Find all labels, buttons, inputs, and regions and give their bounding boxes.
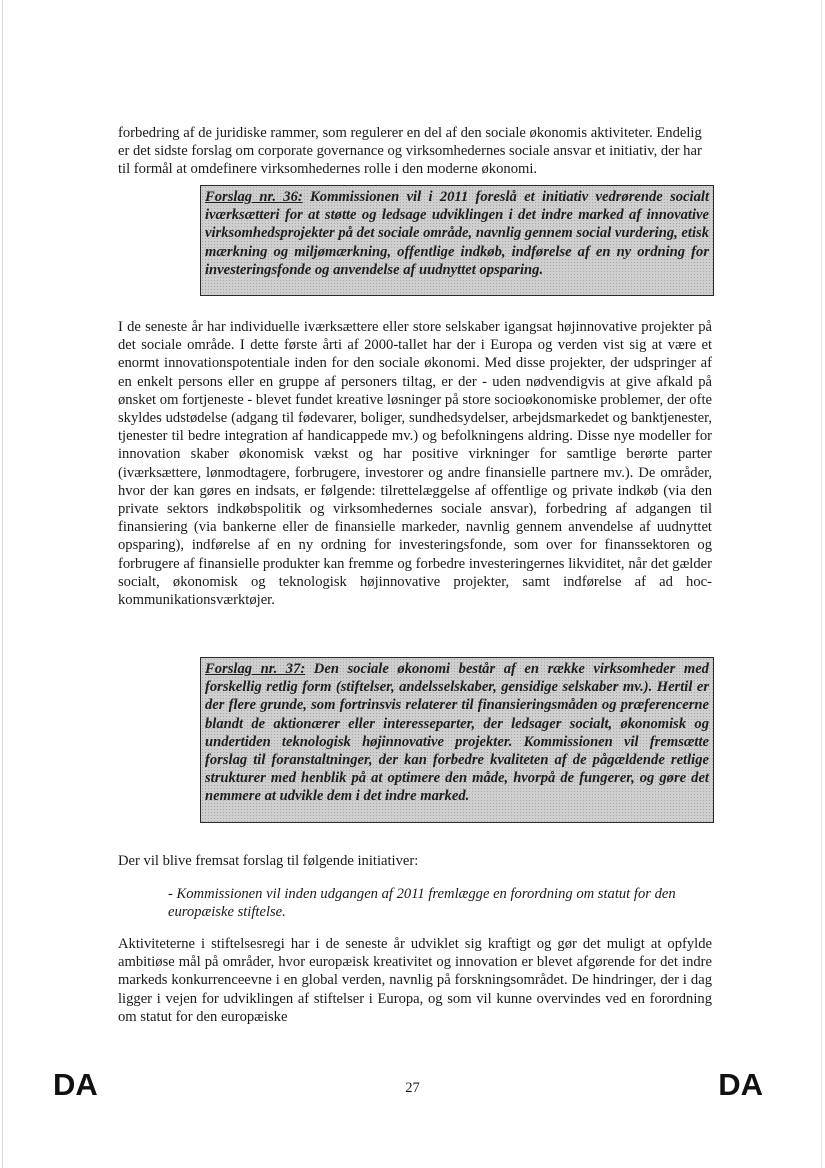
proposal-36-box — [200, 185, 714, 296]
proposal-37-text: Den sociale økonomi består af en række virksomheder med forskellig retlig form (stiftelser, andelsselskaber, gensidige selskaber mv.). Hertil er der flere grunde, som fortrinsvis relaterer til finansieringsmåden og præferencerne blandt de aktionærer eller interesseparter, der ledsager socialt, økonomisk og undertiden teknologisk højinnovative projekter. Kommissionen vil fremsætte forslag til foranstaltninger, der kan forbedre kvaliteten af de pågældende retlige strukturer med henblik på at optimere den måde, hvorpå de fungerer, og gøre det nemmere at udvikle dem i det indre marked. — [205, 661, 709, 805]
foundations-paragraph: Aktiviteterne i stiftelsesregi har i de seneste år udviklet sig kraftigt og gør det muligt at opfylde ambitiøse mål på områder, hvor europæisk kreativitet og innovation er blevet afgørende for det indre markeds konkurrenceevne i en global verden, navnlig på forskningsområdet. De hindringer, der i dag ligger i vejen for udviklingen af stiftelser i Europa, og som vil kunne overvindes ved en forordning om statut for den europæiske — [118, 936, 712, 1025]
language-code-left: DA — [53, 1067, 98, 1102]
proposal-36-title: Forslag nr. 36: — [205, 189, 303, 205]
intro-paragraph: forbedring af de juridiske rammer, som regulerer en del af den sociale økonomis aktiviteter. Endelig er det sidste forslag om corporate governance og virksomhedernes sociale ansvar et initiativ, der har til formål at omdefinere virksomhedernes rolle i den moderne økonomi. — [118, 125, 702, 178]
foundation-statute-initiative: - Kommissionen vil inden udgangen af 2011 fremlægge en forordning om statut for den europæiske stiftelse. — [168, 886, 676, 921]
page-edge-right — [821, 0, 822, 1168]
proposal-37-title: Forslag nr. 37: — [205, 661, 306, 677]
initiatives-intro: Der vil blive fremsat forslag til følgende initiativer: — [118, 853, 419, 869]
language-code-right: DA — [718, 1067, 763, 1102]
page-number: 27 — [405, 1080, 420, 1096]
proposal-37-box — [200, 657, 714, 823]
proposal-36-text: Kommissionen vil i 2011 foreslå et initiativ vedrørende socialt iværksætteri for at støtte og ledsage udviklingen i det indre marked af innovative virksomhedsprojekter på det sociale område, navnlig gennem social vurdering, etisk mærkning og miljømærkning, offentlige indkøb, indførelse af en ny ordning for investeringsfonde og anvendelse af uudnyttet opsparing. — [205, 189, 709, 278]
social-innovation-paragraph: I de seneste år har individuelle iværksættere eller store selskaber igangsat højinnovative projekter på det sociale område. I dette første årti af 2000-tallet har der i Europa og verden vist sig at være et enormt innovationspotentiale inden for den sociale økonomi. Med disse projekter, der udspringer af en enkelt persons eller en gruppe af personers tiltag, er der - uden nødvendigvis at give afkald på ønsket om fortjeneste - blevet fundet kreative løsninger på store socioøkonomiske problemer, der ofte skyldes udstødelse (adgang til fødevarer, boliger, sundhedsydelser, arbejdsmarkedet og banktjenester, tjenester til bedre integration af handicappede mv.) og befolkningens aldring. Disse nye modeller for innovation skaber økonomisk vækst og har positive virkninger for samtlige berørte parter (iværksættere, lønmodtagere, forbrugere, investorer og andre finansielle partnere mv.). De områder, hvor der kan gøres en indsats, er følgende: tilrettelæggelse af offentlige og private indkøb (via den private sektors indkøbspolitik og virksomhedernes sociale ansvar), forbedring af adgangen til finansiering (via bankerne eller de finansielle markeder, navnlig gennem anvendelse af uudnyttet opsparing), indførelse af en ny ordning for investeringsfonde, som over for finanssektoren og forbrugere af finansielle produkter kan fremme og forbedre investeringernes likviditet, når det gælder socialt, økonomisk og teknologisk højinnovative projekter, samt indførelse af ad hoc-kommunikationsværktøjer. — [118, 319, 712, 609]
page-edge-left — [2, 0, 3, 1168]
